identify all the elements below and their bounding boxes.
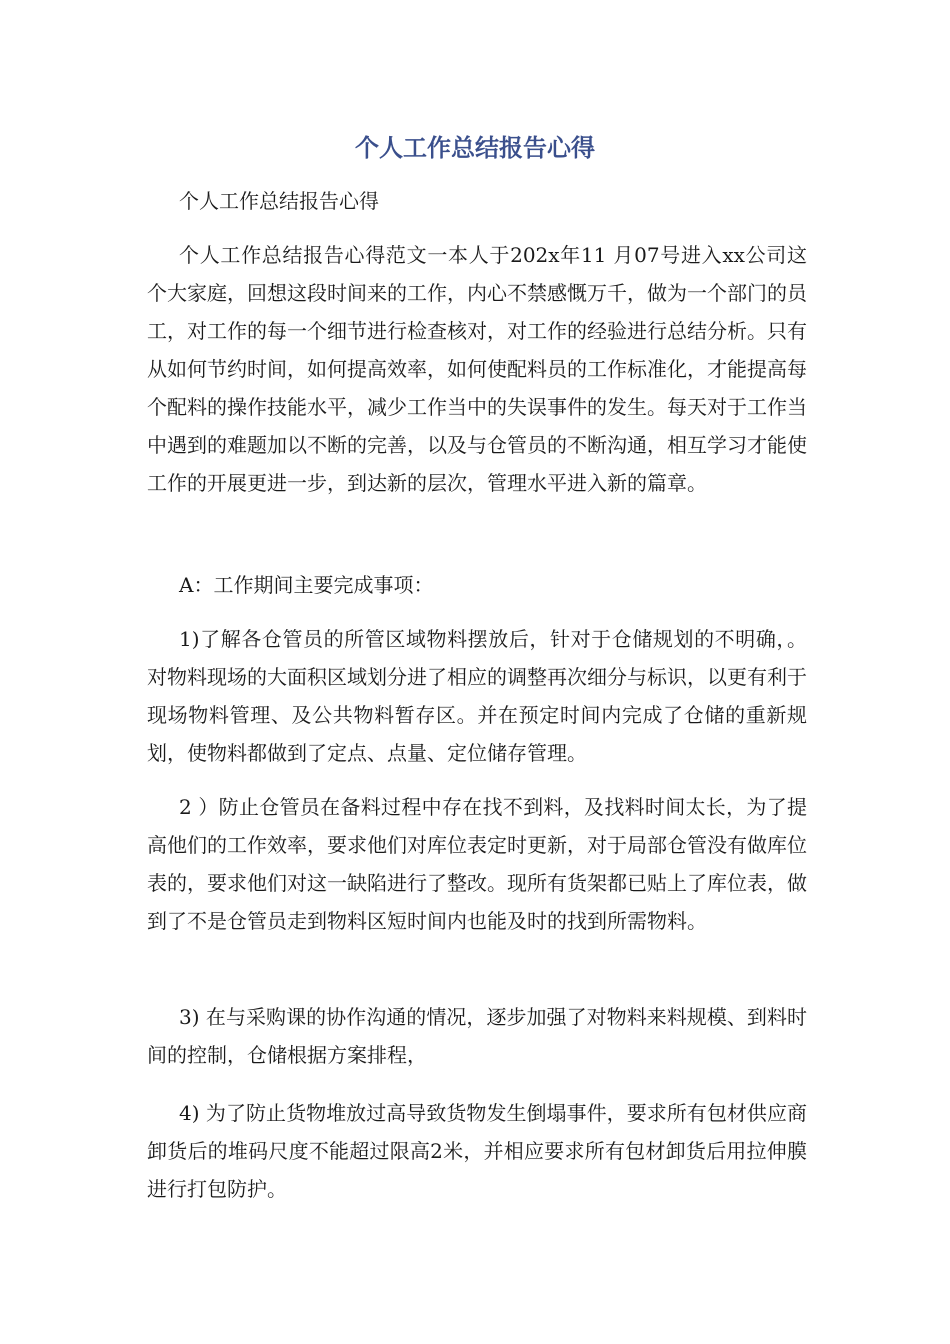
paragraph-item-3: 3) 在与采购课的协作沟通的情况，逐步加强了对物料来料规模、到料时间的控制，仓储根据方案排程， <box>147 1005 807 1067</box>
paragraph-item-4: 4) 为了防止货物堆放过高导致货物发生倒塌事件，要求所有包材供应商卸货后的堆码尺度不能超过限高2米，并相应要求所有包材卸货后用拉伸膜进行打包防护。 <box>147 1101 807 1201</box>
document-subtitle: 个人工作总结报告心得 <box>179 189 379 213</box>
paragraph-item-1: 1)了解各仓管员的所管区域物料摆放后，针对于仓储规划的不明确，。对物料现场的大面积区域划分进了相应的调整再次细分与标识，以更有利于现场物料管理、及公共物料暂存区。并在预定时间内完成了仓储的重新规划，使物料都做到了定点、点量、定位储存管理。 <box>147 627 807 765</box>
paragraph-section-a-heading: A：工作期间主要完成事项： <box>179 573 434 597</box>
paragraph-intro: 个人工作总结报告心得范文一本人于202x年11 月07号进入xx公司这个大家庭，回想这段时间来的工作，内心不禁感慨万千，做为一个部门的员工，对工作的每一个细节进行检查核对，对工作的经验进行总结分析。只有从如何节约时间，如何提高效率，如何使配料员的工作标准化，才能提高每个配料的操作技能水平，减少工作当中的失误事件的发生。每天对于工作当中遇到的难题加以不断的完善，以及与仓管员的不断沟通，相互学习才能使工作的开展更进一步，到达新的层次，管理水平进入新的篇章。 <box>147 243 807 495</box>
document-title: 个人工作总结报告心得 <box>355 134 595 162</box>
paragraph-item-2: 2 ）防止仓管员在备料过程中存在找不到料，及找料时间太长，为了提高他们的工作效率，要求他们对库位表定时更新，对于局部仓管没有做库位表的，要求他们对这一缺陷进行了整改。现所有货架都已贴上了库位表，做到了不是仓管员走到物料区短时间内也能及时的找到所需物料。 <box>147 795 807 933</box>
